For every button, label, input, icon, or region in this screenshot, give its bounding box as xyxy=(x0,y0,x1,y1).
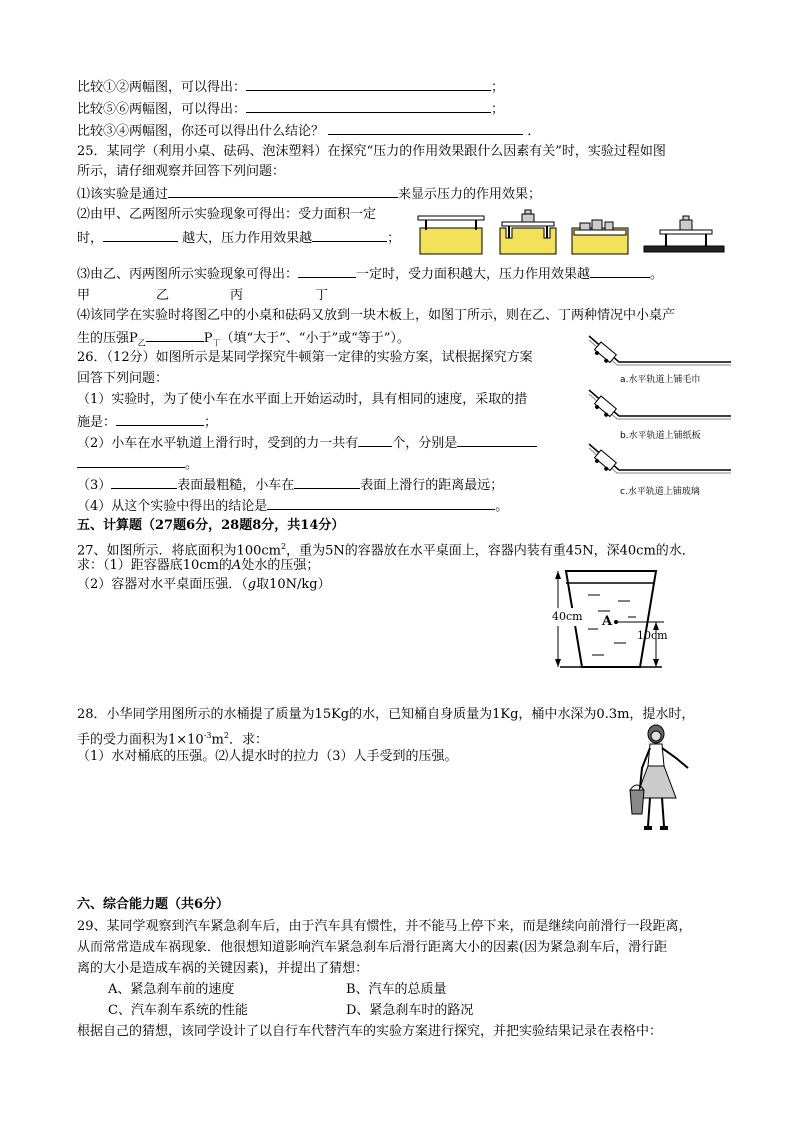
q26-part-4: （4）从这个实验中得出的结论是 。 xyxy=(77,496,508,516)
q27-line-3: （2）容器对水平桌面压强．（g取10N/kg） xyxy=(77,577,331,592)
compare-line-3: 比较③④两幅图，你还可以得出什么结论？ ． xyxy=(77,121,540,141)
ramp-c xyxy=(589,444,731,473)
q25-part-4a: ⑷该同学在实验时将图乙中的小桌和砝码又放到一块木板上，如图丁所示，则在乙、丁两种情况中小桌产 xyxy=(77,308,676,323)
q25-intro-2: 所示，请仔细观察并回答下列问题： xyxy=(77,164,286,179)
q25-part-2a: ⑵由甲、乙两图所示实验现象可得出：受力面积一定 xyxy=(77,207,377,222)
answer-blank[interactable] xyxy=(328,121,523,135)
ramp-caption-a: a.水平轨道上铺毛巾 xyxy=(620,375,701,385)
q25-part-1: ⑴该实验是通过 来显示压力的作用效果； xyxy=(77,184,541,204)
figure-label-ding: 丁 xyxy=(315,288,329,303)
q29-line-3: 离的大小是造成车祸的关键因素)，并提出了猜想： xyxy=(77,961,369,976)
answer-blank[interactable] xyxy=(457,433,537,447)
q29-line-2: 从而常常造成车祸现象．他很想知道影响汽车紧急刹车后滑行距离大小的因素(因为紧急刹车后，滑行距 xyxy=(77,940,668,955)
ramp-b xyxy=(589,390,731,419)
answer-blank[interactable] xyxy=(246,77,491,91)
answer-blank[interactable] xyxy=(168,184,398,198)
q26-part-3: （3） 表面最粗糙，小车在 表面上滑行的距离最远； xyxy=(77,475,503,495)
q29-line-4: 根据自己的猜想，该同学设计了以自行车代替汽车的实验方案进行探究，并把实验结果记录在表格中： xyxy=(77,1024,663,1039)
q26-part-1b: 施是： ； xyxy=(77,412,217,432)
q26-part-1: （1）实验时，为了使小车在水平面上开始运动时，具有相同的速度，采取的措 xyxy=(77,392,528,407)
answer-blank[interactable] xyxy=(146,328,204,342)
q28-line-1: 28．小华同学用图所示的水桶提了质量为15Kg的水，已知桶自身质量为1Kg，桶中水深为0.3m，提水时， xyxy=(77,707,695,722)
q25-part-4b: 生的压强$P_乙$ $P_丁$（填“大于”、“小于”或“等于”）。 xyxy=(77,328,410,353)
compare-line-1: 比较①②两幅图，可以得出： ； xyxy=(77,77,504,97)
ramp-caption-b: b.水平轨道上铺纸板 xyxy=(620,431,701,441)
answer-blank[interactable] xyxy=(116,412,204,426)
option-d: D、紧急刹车时的路况 xyxy=(346,1003,474,1018)
depth-label: 40cm xyxy=(551,608,584,626)
section-5-heading: 五、计算题（27题6分，28题8分，共14分） xyxy=(77,518,345,533)
option-c: C、汽车刹车系统的性能 xyxy=(108,1003,248,1018)
figure-jia xyxy=(418,216,484,254)
figure-label-yi: 乙 xyxy=(156,288,170,303)
option-b: B、汽车的总质量 xyxy=(346,982,447,997)
q25-part-2b: 时， 越大，压力作用效果越 ； xyxy=(77,228,400,248)
figure-label-bing: 丙 xyxy=(230,288,244,303)
pressure-experiment-figure xyxy=(412,208,730,258)
ramp-a xyxy=(589,336,731,365)
q25-intro-1: 25．某同学（利用小桌、砝码、泡沫塑料）在探究“压力的作用效果跟什么因素有关”时，实验过程如图 xyxy=(77,144,666,159)
q28-line-2: 手的受力面积为$1\times 10^{-3}m^2$．求： xyxy=(77,731,268,748)
q27-line-2: 求：（1）距容器底10cm的A处水的压强； xyxy=(77,558,320,573)
answer-blank[interactable] xyxy=(103,228,178,242)
option-a: A、紧急刹车前的速度 xyxy=(108,982,235,997)
q27-line-1: 27、如图所示．将底面积为$100cm^2$，重为5N的容器放在水平桌面上，容器内装有重45N，深40cm的水． xyxy=(77,542,695,559)
figure-ding xyxy=(644,216,724,252)
q26-part-2: （2）小车在水平轨道上滑行时，受到的力一共有 个，分别是 xyxy=(77,433,537,453)
q28-line-3: （1）水对桶底的压强。⑵人提水时的拉力（3）人手受到的压强。 xyxy=(77,749,458,764)
answer-blank[interactable] xyxy=(111,475,177,489)
compare-line-2: 比较⑤⑥两幅图，可以得出： ； xyxy=(77,99,504,119)
answer-blank[interactable] xyxy=(358,433,392,447)
point-a-label: A xyxy=(602,614,613,629)
q29-line-1: 29、某同学观察到汽车紧急刹车后，由于汽车具有惯性，并不能马上停下来，而是继续向前滑行一段距离， xyxy=(77,919,692,934)
q26-intro-1: 26．（12分）如图所示是某同学探究牛顿第一定律的实验方案，试根据探究方案 xyxy=(77,350,533,365)
q25-part-3: ⑶由乙、丙两图所示实验现象可得出： 一定时，受力面积越大，压力作用效果越 。 xyxy=(77,264,663,284)
q26-intro-2: 回答下列问题： xyxy=(77,371,169,386)
height-label: 10cm xyxy=(637,629,668,642)
ramp-experiment-figure xyxy=(585,328,735,500)
answer-blank[interactable] xyxy=(590,264,650,278)
section-6-heading: 六、综合能力题（共6分） xyxy=(77,897,230,912)
figure-label-jia: 甲 xyxy=(77,288,91,303)
answer-blank[interactable] xyxy=(294,475,360,489)
person-with-bucket-figure xyxy=(616,722,696,834)
answer-blank[interactable] xyxy=(298,264,356,278)
answer-blank[interactable] xyxy=(77,454,185,468)
answer-blank[interactable] xyxy=(246,99,491,113)
answer-blank[interactable] xyxy=(312,228,387,242)
figure-bing xyxy=(572,220,628,254)
figure-yi xyxy=(500,210,556,254)
ramp-caption-c: c.水平轨道上铺玻璃 xyxy=(620,487,700,497)
q26-part-2b: 。 xyxy=(77,454,198,474)
answer-blank[interactable] xyxy=(267,496,495,510)
